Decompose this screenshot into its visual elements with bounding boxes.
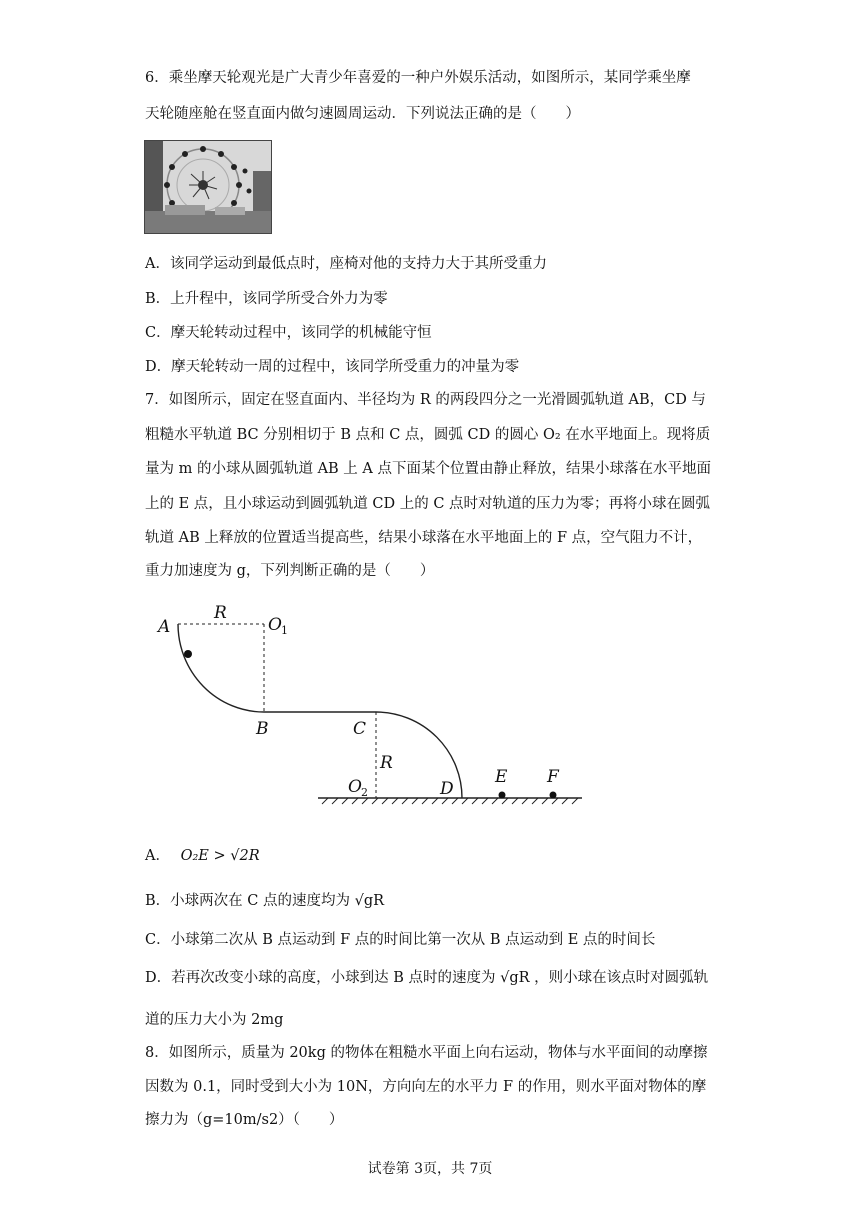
q7-stem-line-1: 7．如图所示，固定在竖直面内、半径均为 R 的两段四分之一光滑圆弧轨道 AB，CD 与 — [145, 392, 706, 408]
q6-stem-line-2: 天轮随座舱在竖直面内做匀速圆周运动．下列说法正确的是（ ） — [145, 106, 580, 122]
label-r-right: R — [380, 753, 393, 773]
q6-stem-line-1: 6．乘坐摩天轮观光是广大青少年喜爱的一种户外娱乐活动，如图所示，某同学乘坐摩 — [145, 70, 691, 86]
label-a: A — [158, 617, 171, 637]
q6-option-d: D．摩天轮转动一周的过程中，该同学所受重力的冲量为零 — [145, 359, 520, 375]
q7-stem-line-6: 重力加速度为 g，下列判断正确的是（ ） — [145, 563, 435, 579]
label-f: F — [547, 767, 559, 787]
q7-option-b: B．小球两次在 C 点的速度均为 √gR — [145, 893, 385, 909]
q8-stem-line-3: 擦力为（g=10m/s2）（ ） — [145, 1112, 344, 1128]
ferris-wheel-image — [145, 141, 271, 233]
label-e: E — [495, 767, 508, 787]
label-o1: O — [268, 615, 282, 635]
q7-stem-line-4: 上的 E 点，且小球运动到圆弧轨道 CD 上的 C 点时对轨道的压力为零；再将小球在圆弧 — [145, 496, 711, 512]
ferris-wheel-photo — [144, 140, 272, 234]
ball-on-arc — [184, 650, 192, 658]
q7-stem-line-5: 轨道 AB 上释放的位置适当提高些，结果小球落在水平地面上的 F 点，空气阻力不计， — [145, 530, 703, 546]
page-footer: 试卷第 3页，共 7页 — [367, 1161, 493, 1177]
label-b: B — [256, 719, 269, 739]
q7-option-a-math: O₂E > √2R — [180, 848, 260, 864]
q8-stem-line-2: 因数为 0.1，同时受到大小为 10N，方向向左的水平力 F 的作用，则水平面对物体的摩 — [145, 1079, 707, 1095]
q7-option-c: C．小球第二次从 B 点运动到 F 点的时间比第一次从 B 点运动到 E 点的时间长 — [145, 932, 656, 948]
q6-option-c: C．摩天轮转动过程中，该同学的机械能守恒 — [145, 325, 432, 341]
q7-option-d-line-1: D．若再次改变小球的高度，小球到达 B 点时的速度为 √gR ，则小球在该点时对圆弧轨 — [145, 970, 709, 986]
q6-option-a: A．该同学运动到最低点时，座椅对他的支持力大于其所受重力 — [145, 256, 547, 272]
q7-stem-line-3: 量为 m 的小球从圆弧轨道 AB 上 A 点下面某个位置由静止释放，结果小球落在水平地面 — [145, 461, 711, 477]
label-d: D — [440, 779, 454, 799]
label-o2-sub: 2 — [361, 786, 368, 799]
label-r-top: R — [214, 603, 227, 623]
q7-option-d-line-2: 道的压力大小为 2mg — [145, 1012, 284, 1028]
q7-stem-line-2: 粗糙水平轨道 BC 分别相切于 B 点和 C 点，圆弧 CD 的圆心 O₂ 在水平地面上。现将质 — [145, 427, 711, 443]
arc-ab — [178, 624, 264, 712]
label-o2: O — [348, 777, 362, 797]
q8-stem-line-1: 8．如图所示，质量为 20kg 的物体在粗糙水平面上向右运动，物体与水平面间的动摩擦 — [145, 1045, 708, 1061]
point-e-dot — [499, 792, 506, 799]
label-o1-sub: 1 — [281, 624, 288, 637]
q7-option-a — [145, 846, 260, 866]
track-diagram — [150, 600, 600, 810]
q6-option-b: B．上升程中，该同学所受合外力为零 — [145, 291, 388, 307]
point-f-dot — [550, 792, 557, 799]
label-c: C — [353, 719, 367, 739]
q7-option-a-prefix: A． — [145, 848, 170, 864]
